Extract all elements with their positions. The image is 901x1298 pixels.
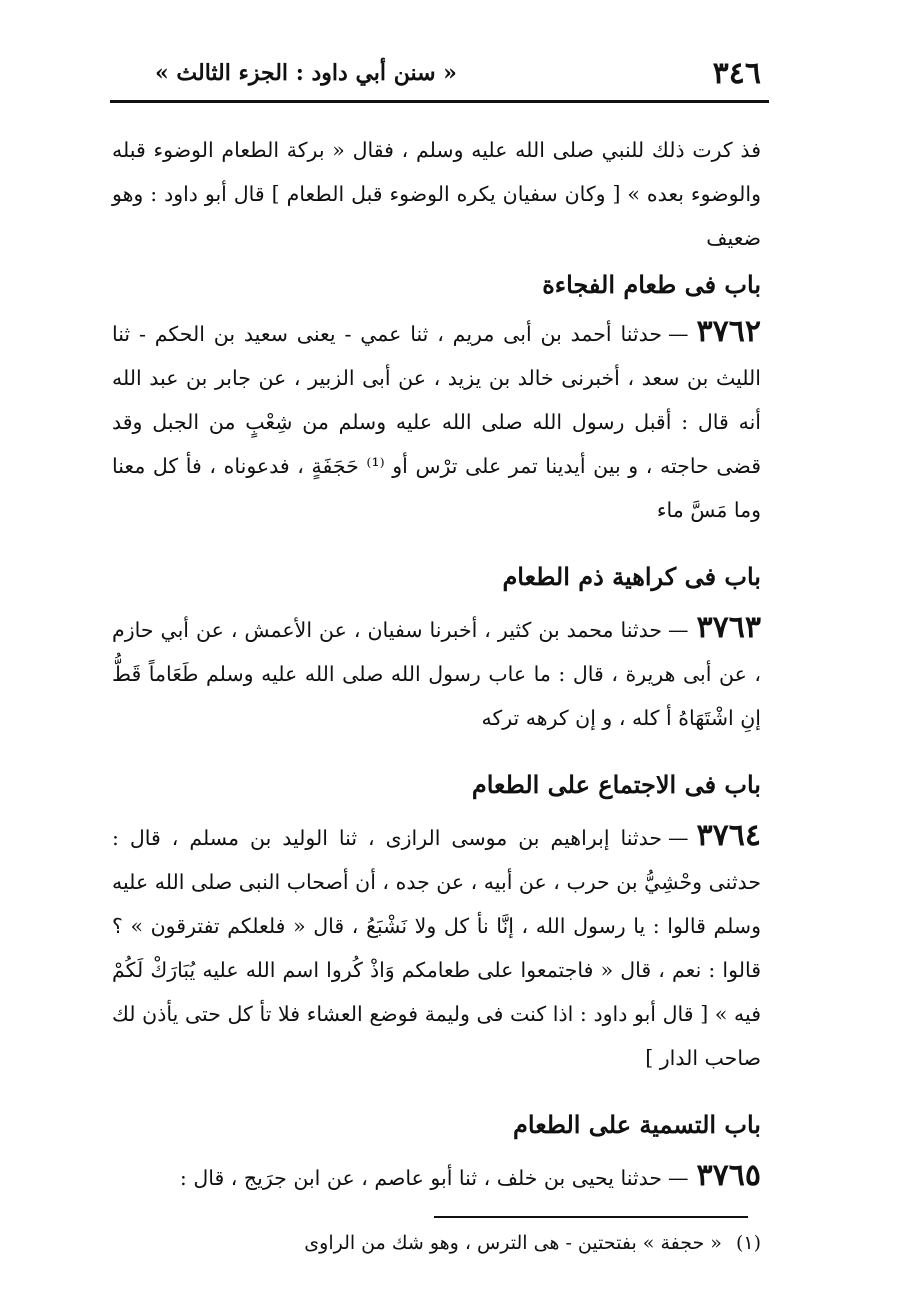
hadith-3765 bbox=[112, 1154, 761, 1200]
intro-paragraph: فذ كرت ذلك للنبي صلى الله عليه وسلم ، فقال « بركة الطعام الوضوء قبله والوضوء بعده » [ وكان سفيان يكره الوضوء قبل الطعام ] قال أبو داود : وهو ضعيف bbox=[112, 138, 761, 250]
hadith-number: ٣٧٦٢ bbox=[696, 314, 761, 349]
hadith-number: ٣٧٦٥ bbox=[696, 1158, 761, 1193]
hadith-dash: — bbox=[668, 1166, 689, 1190]
chapter-heading: باب التسمية على الطعام bbox=[513, 1110, 761, 1139]
header-rule bbox=[110, 100, 769, 103]
hadith-number: ٣٧٦٤ bbox=[696, 818, 761, 853]
page-body bbox=[112, 128, 761, 1200]
hadith-text: حدثنا إبراهيم بن موسى الرازى ، ثنا الوليد بن مسلم ، قال : حدثنى وحْشِيُّ بن حرب ، عن أبيه ، عن جده ، أن أصحاب النبى صلى الله عليه وسلم قالوا : يا رسول الله ، إنَّا نأ كل ولا نَشْبَعُ ، قال « فلعلكم تفترقون » ؟ قالوا : نعم ، قال « فاجتمعوا على طعامكم وَاذْ كُروا اسم الله عليه يُبَارَكْ لَكُمْ فيه » [ قال أبو داود : اذا كنت فى وليمة فوضع العشاء فلا تأ كل حتى يأذن لك صاحب الدار ] bbox=[112, 826, 761, 1070]
hadith-text: حدثنا محمد بن كثير ، أخبرنا سفيان ، عن الأعمش ، عن أبي حازم ، عن أبى هريرة ، قال : ما عاب رسول الله صلى الله عليه وسلم طَعَاماً قَطُّ إنِ اشْتَهَاهُ أ كله ، و إن كرهه تركه bbox=[112, 618, 761, 730]
chapter-heading: باب فى الاجتماع على الطعام bbox=[471, 770, 761, 799]
footnote-rule bbox=[434, 1216, 748, 1218]
page-header bbox=[115, 48, 761, 98]
hadith-number: ٣٧٦٣ bbox=[696, 610, 761, 645]
hadith-dash: — bbox=[668, 322, 689, 346]
chapter-heading: باب فى طعام الفجاءة bbox=[542, 270, 761, 299]
running-title: « سنن أبي داود : الجزء الثالث » bbox=[155, 60, 457, 86]
hadith-3762 bbox=[112, 310, 761, 532]
hadith-dash: — bbox=[668, 618, 689, 642]
hadith-3764 bbox=[112, 814, 761, 1080]
footnote-marker: (١) bbox=[735, 1232, 761, 1254]
page-number: ٣٤٦ bbox=[712, 55, 761, 91]
footnote bbox=[220, 1228, 761, 1258]
hadith-dash: — bbox=[668, 826, 689, 850]
chapter-heading: باب فى كراهية ذم الطعام bbox=[502, 562, 761, 591]
footnote-text: « حجفة » بفتحتين - هى الترس ، وهو شك من الراوى bbox=[304, 1232, 722, 1254]
hadith-text: حدثنا أحمد بن أبى مريم ، ثنا عمي - يعنى سعيد بن الحكم - ثنا الليث بن سعد ، أخبرنى خالد بن يزيد ، عن أبى الزبير ، عن جابر بن عبد الله أنه قال : أقبل رسول الله صلى الله عليه وسلم من شِعْبٍ من الجبل وقد قضى حاجته ، و بين أيدينا تمر على ترْس أو ⁽¹⁾ حَجَفَةٍ ، فدعوناه ، فأ كل معنا وما مَسَّ ماء bbox=[112, 322, 761, 522]
hadith-3763 bbox=[112, 606, 761, 740]
hadith-text: حدثنا يحيى بن خلف ، ثنا أبو عاصم ، عن ابن جرَيج ، قال : bbox=[179, 1166, 663, 1190]
